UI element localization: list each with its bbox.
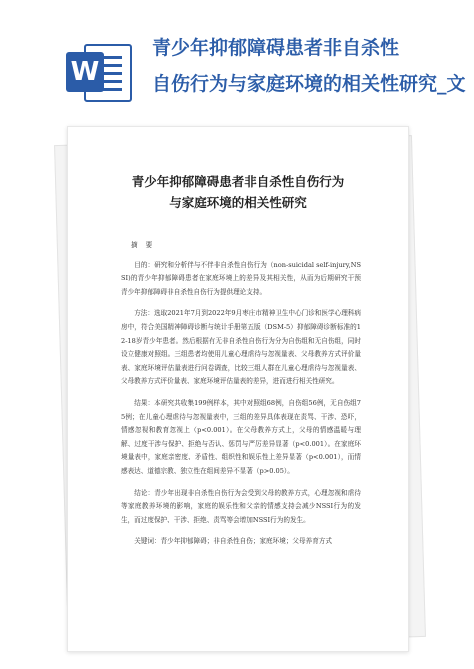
document-title-line-1: 青少年抑郁障碍患者非自杀性自伤行为 [131, 174, 345, 189]
document-body [121, 239, 361, 557]
paragraph-results: 结果：本研究共收集199例样本，其中对照组68例，自伤组56例，无自伤组75例；在儿童心理虐待与忽视量表中，三组的差异具体表现在责骂、干涉、恐吓，情感忽视和教育忽视上（p<0.001）。在父母教养方式上，父母的情感温暖与理解、过度干涉与保护、拒绝与否认、惩罚与严厉差异显著（p<0.001）。在家庭环境量表中，家庭亲密度、矛盾性、组织性和娱乐性上差异显著（p<0.001），而情感表达、道德宗教、独立性在组间差异不显著（p>0.05）。 [121, 398, 361, 475]
document-title-line-2: 与家庭环境的相关性研究 [169, 195, 307, 210]
abstract-heading: 摘要 [131, 241, 161, 249]
paragraph-conclusion: 结论：青少年出现非自杀性自伤行为会受到父母的教养方式，心理忽视和虐待等家庭教养环境的影响，家庭的娱乐性和父亲的情感支持会减少NSSI行为的发生，而过度保护、干涉、拒绝、责骂等会增加NSSI行为的发生。 [121, 488, 361, 524]
paragraph-methods: 方法：选取2021年7月到2022年9月枣庄市精神卫生中心门诊和医学心理科病房中，符合美国精神障碍诊断与统计手册第五版（DSM-5）抑郁障碍诊断标准的12-18岁青少年患者。然后根据有无非自杀性自伤行为分为自伤组和无自伤组，同时设立健康对照组。三组患者均使用儿童心理虐待与忽视量表、父母教养方式评价量表、家庭环境评估量表进行问卷调查，比较三组人群在儿童心理虐待与忽视量表、父母教养方式评价量表、家庭环境评估量表的差异，进而进行相关性研究。 [121, 309, 361, 386]
word-w-badge: W [66, 52, 104, 92]
banner [0, 0, 474, 136]
keywords-line: 关键词：青少年抑郁障碍；非自杀性自伤；家庭环境；父母养育方式 [134, 537, 332, 546]
banner-title-line-2: 自伤行为与家庭环境的相关性研究_文 [152, 73, 466, 95]
word-document-icon [66, 42, 132, 100]
document-page [67, 126, 409, 652]
banner-title [152, 30, 474, 102]
document-title [68, 171, 408, 213]
banner-title-line-1: 青少年抑郁障碍患者非自杀性 [152, 37, 400, 59]
paragraph-objective: 目的：研究和分析伴与不伴非自杀性自伤行为（non-suicidal self-injury,NSSI)的青少年抑郁障碍患者在家庭环境上的差异及其相关性，从而为后期研究干预青少年抑郁障碍非自杀性自伤行为提供理论支持。 [121, 260, 361, 296]
